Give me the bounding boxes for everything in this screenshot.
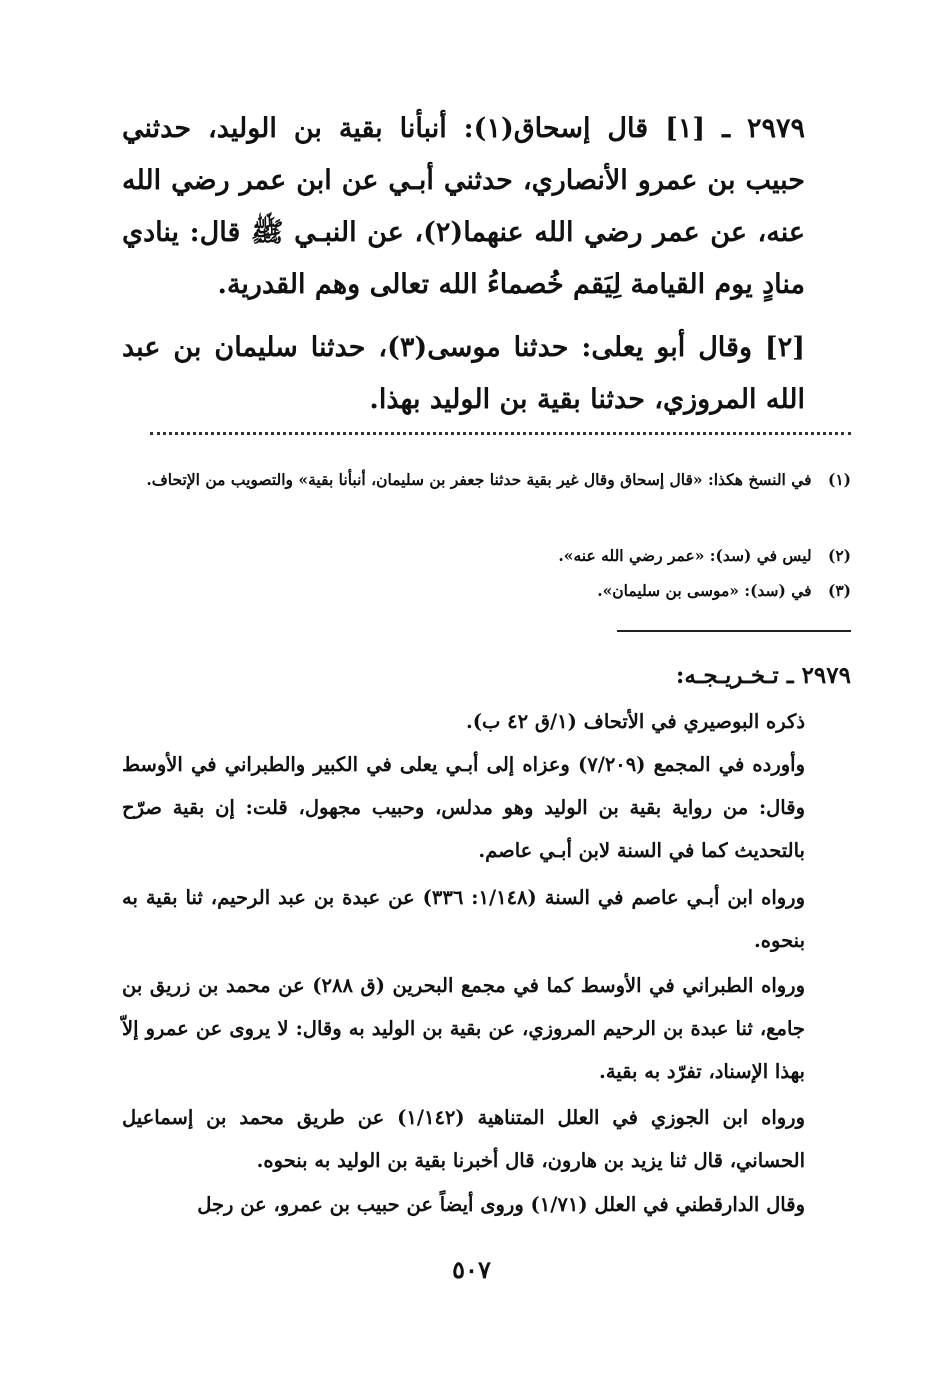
- takhrij-paragraph-4: ورواه الطبراني في الأوسط كما في مجمع البحرين (ق ٢٨٨) عن محمد بن زريق بن جامع، ثنا عبدة بن الرحيم المروزي، عن بقية بن الوليد به وقال: لا يروى عن عمرو إلاّ بهذا الإسناد، تفرّد به بقية.: [122, 974, 805, 1083]
- takhrij-heading: ٢٩٧٩ ـ تـخـريـجـه:: [675, 662, 851, 689]
- takhrij-paragraph-3: ورواه ابن أبـي عاصم في السنة (١/١٤٨: ٣٣٦) عن عبدة بن عبد الرحيم، ثنا بقية به بنحوه.: [122, 886, 805, 952]
- takhrij-paragraph-6: وقال الدارقطني في العلل (١/٧١) وروى أيضاً عن حبيب بن عمرو، عن رجل: [197, 1193, 805, 1216]
- footnote-text: ليس في (سد): «عمر رضي الله عنه».: [558, 546, 812, 565]
- footnote-2: [122, 540, 851, 571]
- footnote-number: (٢): [827, 546, 851, 565]
- page-number: ٥٠٧: [452, 1255, 491, 1284]
- footnote-text: في النسخ هكذا: «قال إسحاق وقال غير بقية حدثنا جعفر بن سليمان، أنبأنا بقية» والتصويب من الإتحاف.: [146, 470, 812, 489]
- takhrij-paragraph-2: وأورده في المجمع (٧/٢٠٩) وعزاه إلى أبـي يعلى في الكبير والطبراني في الأوسط وقال: من رواية بقية بن الوليد وهو مدلس، وحبيب مجهول، قلت: إن بقية صرّح بالتحديث كما في السنة لابن أبـي عاصم.: [122, 753, 805, 862]
- footnote-3: [122, 575, 851, 606]
- footnote-separator-dots: [150, 432, 851, 445]
- footnote-number: (٣): [827, 581, 851, 600]
- takhrij-paragraph-1: ذكره البوصيري في الأتحاف (١/ق ٤٢ ب).: [465, 710, 805, 733]
- hadith-paragraph-1: ٢٩٧٩ ـ [١] قال إسحاق(١): أنبأنا بقية بن الوليد، حدثني حبيب بن عمرو الأنصاري، حدثني أبـي عن ابن عمر رضي الله عنه، عن عمر رضي الله عنهما(٢)، عن النبـي ﷺ قال: ينادي منادٍ يوم القيامة لِيَقم خُصماءُ الله تعالى وهم القدرية.: [122, 113, 806, 300]
- takhrij-paragraph-5: ورواه ابن الجوزي في العلل المتناهية (١/١٤٢) عن طريق محمد بن إسماعيل الحساني، قال ثنا يزيد بن هارون، قال أخبرنا بقية بن الوليد به بنحوه.: [122, 1106, 805, 1172]
- section-divider: [617, 630, 851, 632]
- footnote-text: في (سد): «موسى بن سليمان».: [597, 581, 812, 600]
- footnote-1: [122, 464, 851, 495]
- hadith-paragraph-2: [٢] وقال أبو يعلى: حدثنا موسى(٣)، حدثنا سليمان بن عبد الله المروزي، حدثنا بقية بن الوليد بهذا.: [122, 332, 805, 415]
- footnote-number: (١): [827, 470, 851, 489]
